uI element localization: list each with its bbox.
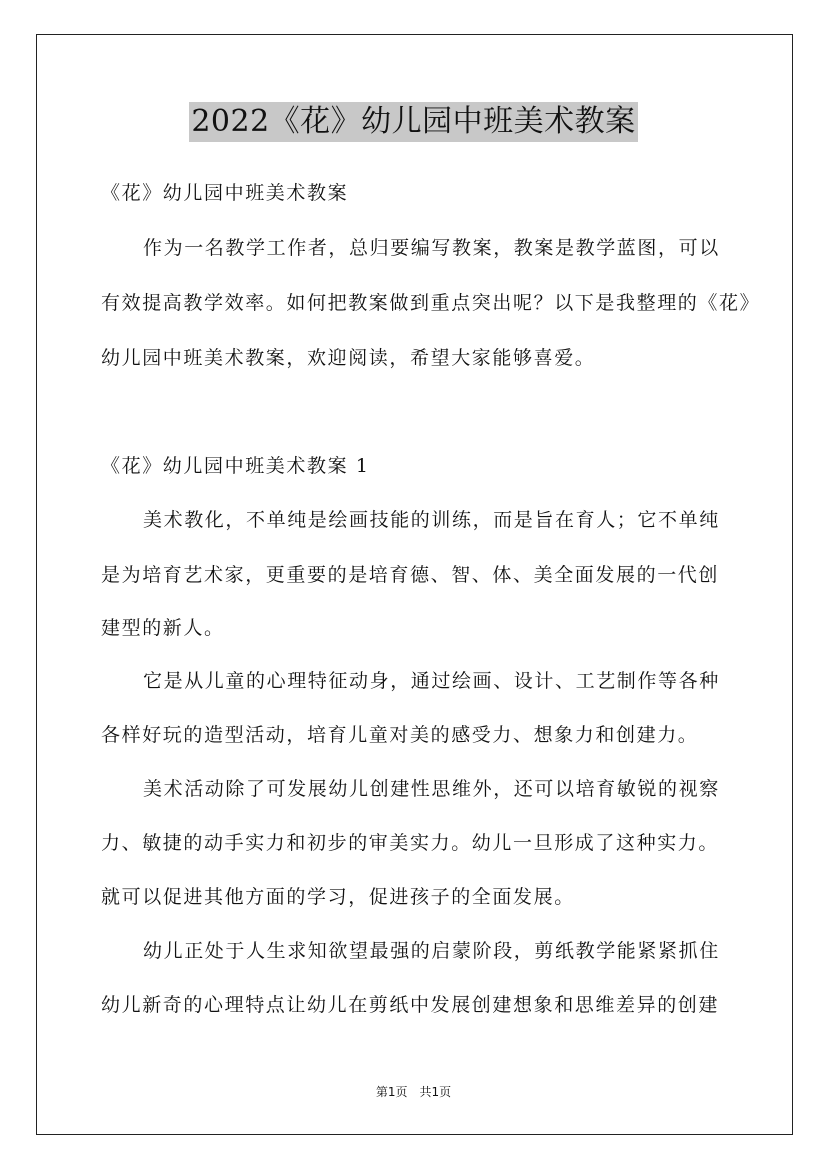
para3-line-2: 力、敏捷的动手实力和初步的审美实力。幼儿一旦形成了这种实力。 xyxy=(101,832,720,854)
title-block xyxy=(0,102,827,142)
para3-line-1: 美术活动除了可发展幼儿创建性思维外，还可以培育敏锐的视察 xyxy=(143,778,720,800)
para3-line-3: 就可以促进其他方面的学习，促进孩子的全面发展。 xyxy=(101,886,575,908)
para2-line-1: 它是从儿童的心理特征动身，通过绘画、设计、工艺制作等各种 xyxy=(143,670,720,692)
para1-line-1: 美术教化，不单纯是绘画技能的训练，而是旨在育人；它不单纯 xyxy=(143,509,720,531)
para1-line-3: 建型的新人。 xyxy=(101,617,225,639)
document-title: 2022《花》幼儿园中班美术教案 xyxy=(189,102,637,142)
section-heading: 《花》幼儿园中班美术教案 1 xyxy=(101,455,370,477)
para1-line-2: 是为培育艺术家，更重要的是培育德、智、体、美全面发展的一代创 xyxy=(101,564,720,586)
intro-line-3: 幼儿园中班美术教案，欢迎阅读，希望大家能够喜爱。 xyxy=(101,347,596,369)
intro-line-1: 作为一名教学工作者，总归要编写教案，教案是教学蓝图，可以 xyxy=(143,237,720,259)
intro-line-2: 有效提高教学效率。如何把教案做到重点突出呢？以下是我整理的《花》 xyxy=(101,292,761,314)
para4-line-1: 幼儿正处于人生求知欲望最强的启蒙阶段，剪纸教学能紧紧抓住 xyxy=(143,940,720,962)
subtitle: 《花》幼儿园中班美术教案 xyxy=(101,182,349,204)
page-footer: 第1页 共1页 xyxy=(375,1085,452,1099)
para2-line-2: 各样好玩的造型活动，培育儿童对美的感受力、想象力和创建力。 xyxy=(101,724,699,746)
para4-line-2: 幼儿新奇的心理特点让幼儿在剪纸中发展创建想象和思维差异的创建 xyxy=(101,994,720,1016)
